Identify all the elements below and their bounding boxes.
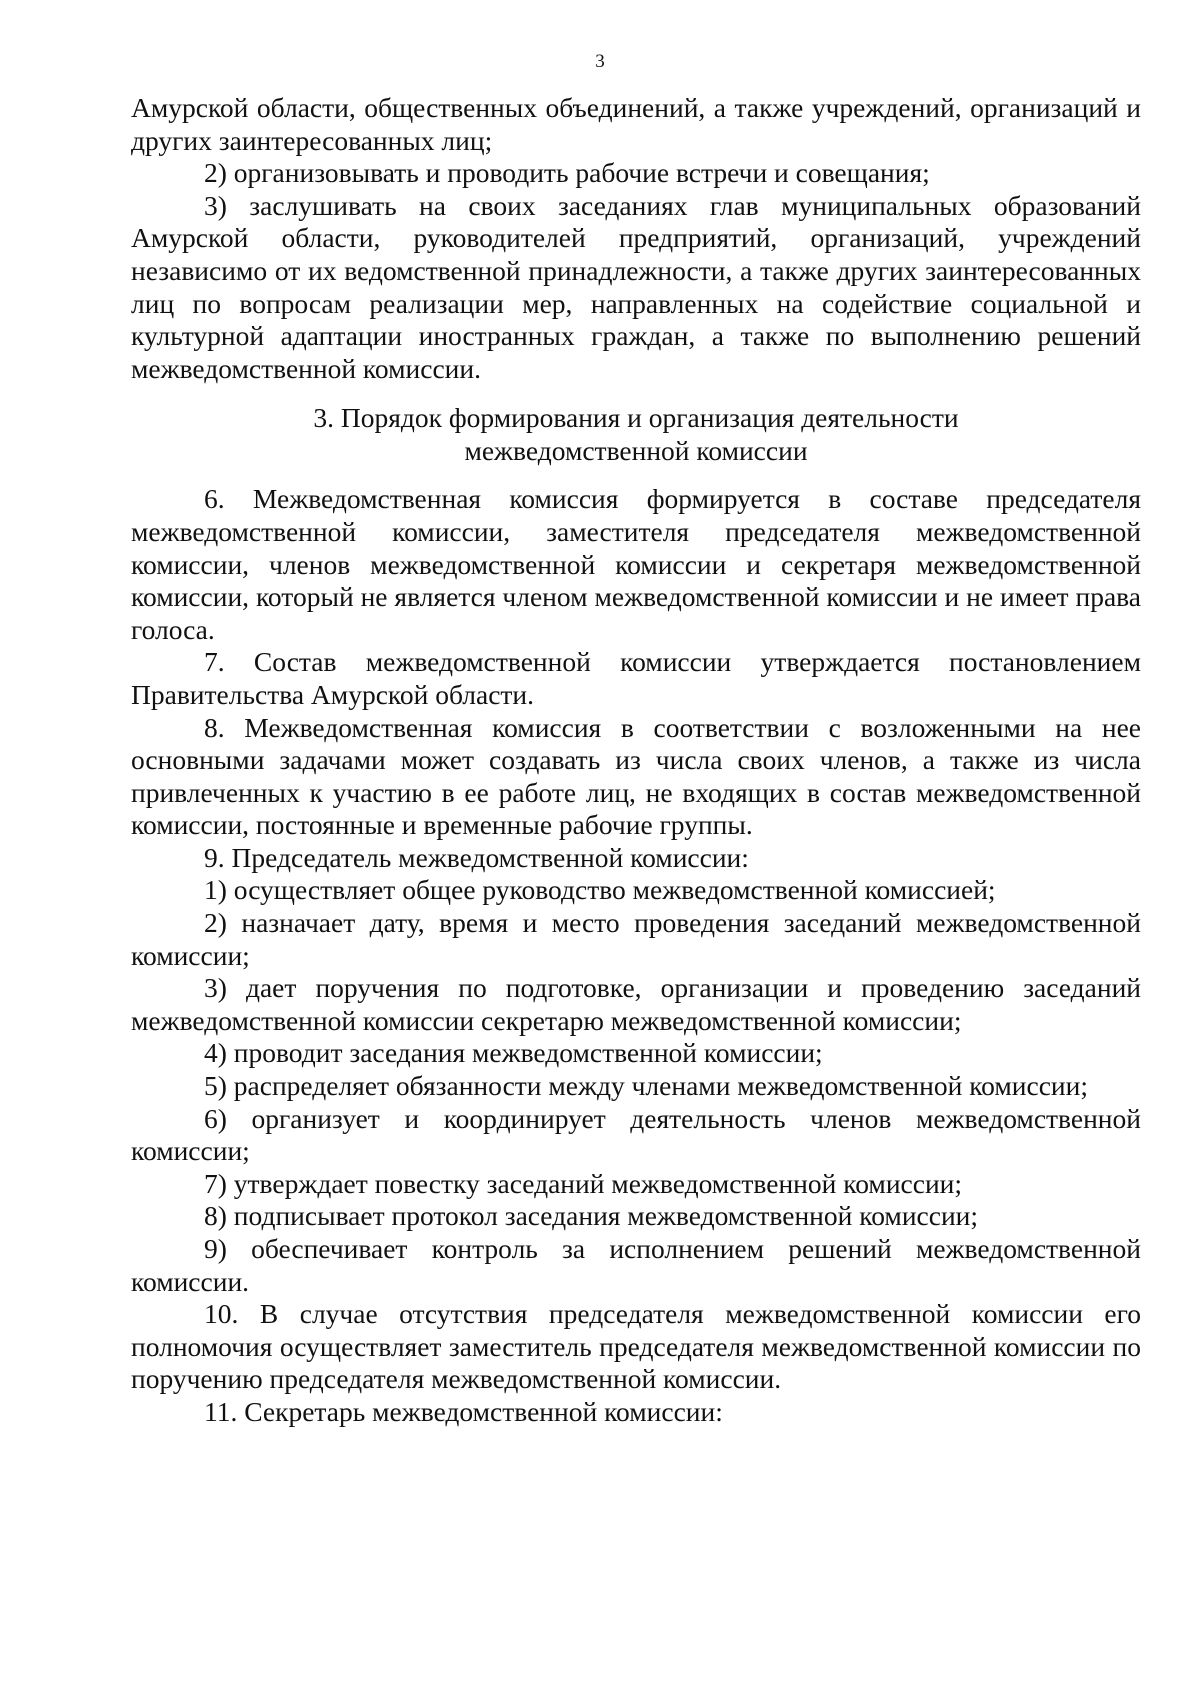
list-item: 6) организует и координирует деятельность членов межведомственной комиссии;	[131, 1102, 1141, 1167]
document-body	[131, 92, 1141, 1429]
list-item: 5) распределяет обязанности между членами межведомственной комиссии;	[204, 1070, 1089, 1102]
paragraph-7: 7. Состав межведомственной комиссии утверждается постановлением Правительства Амурской области.	[131, 646, 1141, 710]
paragraph: Амурской области, общественных объединений, а также учреждений, организаций и других заинтересованных лиц;	[131, 92, 1141, 156]
list-item: 7) утверждает повестку заседаний межведомственной комиссии;	[204, 1167, 963, 1199]
section-heading-line: 3. Порядок формирования и организация деятельности	[313, 402, 959, 434]
list-item: 2) назначает дату, время и место проведения заседаний межведомственной комиссии;	[131, 907, 1141, 971]
section-heading	[131, 401, 1141, 467]
paragraph-9: 9. Председатель межведомственной комиссии:	[204, 841, 749, 873]
list-item: 3) дает поручения по подготовке, организации и проведению заседаний межведомственной комиссии секретарю межведомственной комиссии;	[131, 972, 1141, 1036]
paragraph-10: 10. В случае отсутствия председателя межведомственной комиссии его полномочия осуществляет заместитель председателя межведомственной комиссии по поручению председателя межведомственной комиссии.	[131, 1298, 1141, 1395]
list-item: 1) осуществляет общее руководство межведомственной комиссией;	[204, 874, 996, 906]
paragraph: 2) организовывать и проводить рабочие встречи и совещания;	[204, 157, 930, 189]
paragraph: 3) заслушивать на своих заседаниях глав муниципальных образований Амурской области, руководителей предприятий, организаций, учреждений независимо от их ведомственной принадлежности, а также других заинтересованных лиц по вопросам реализации мер, направленных на содействие социальной и культурной адаптации иностранных граждан, а также по выполнению решений межведомственной комиссии.	[131, 189, 1141, 384]
paragraph-8: 8. Межведомственная комиссия в соответствии с возложенными на нее основными задачами может создавать из числа своих членов, а также из числа привлеченных к участию в ее работе лиц, не входящих в состав межведомственной комиссии, постоянные и временные рабочие группы.	[131, 711, 1141, 841]
list-item: 9) обеспечивает контроль за исполнением решений межведомственной комиссии.	[131, 1233, 1141, 1297]
section-heading-line: межведомственной комиссии	[464, 435, 808, 467]
page-number: 3	[595, 51, 605, 72]
list-item: 4) проводит заседания межведомственной комиссии;	[204, 1037, 823, 1069]
paragraph-6: 6. Межведомственная комиссия формируется в составе председателя межведомственной комиссии, заместителя председателя межведомственной комиссии, членов межведомственной комиссии и секретаря межведомственной комиссии, который не является членом межведомственной комиссии и не имеет права голоса.	[131, 483, 1141, 645]
list-item: 8) подписывает протокол заседания межведомственной комиссии;	[204, 1200, 979, 1232]
paragraph-11: 11. Секретарь межведомственной комиссии:	[204, 1395, 723, 1427]
